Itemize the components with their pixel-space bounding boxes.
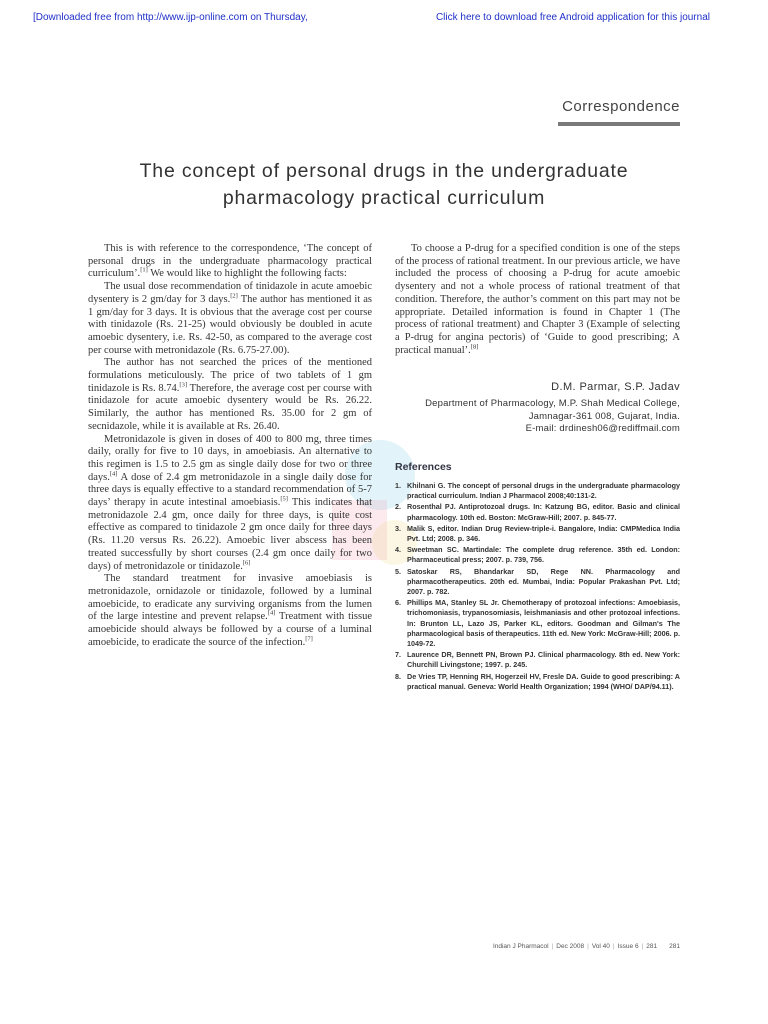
text: The usual dose recommendation of tinidazole in acute amoebic dysentery is 2 gm/day for 3 days. (88, 281, 372, 305)
references-heading: References (395, 461, 452, 473)
page-footer (493, 943, 680, 950)
left-column (88, 243, 372, 650)
reference-item (395, 502, 680, 522)
footer-date: Dec 2008 (556, 943, 585, 950)
paragraph (395, 243, 680, 357)
reference-item (395, 672, 680, 692)
citation[interactable]: [2] (230, 292, 238, 300)
text: A dose of 2.4 gm metronidazole in a single daily dose for three days is equally effective to a standard recommendation of 5-7 days’ therapy in acute intestinal amoebiasis. (88, 471, 372, 509)
footer-volume: Vol 40 (591, 943, 610, 950)
text: The author has not searched the prices of the mentioned formulations meticulously. The price of two tablets of 1 gm tinidazole is Rs. 8.74. (88, 357, 372, 394)
download-notice-link[interactable]: [Downloaded free from http://www.ijp-online.com on Thursday, (33, 12, 308, 23)
reference-number: 1. (395, 481, 401, 490)
text: Treatment with tissue amoebicide should always be followed by a course of a luminal amoebicide, to eradicate the source of the infection. (88, 611, 373, 648)
text: Therefore, the average cost per course with tinidazole for acute amoebic dysentery would be Rs. 26.22. Similarly, the author has mentioned Rs. 35.00 for 2 gm of secnidazole, while it is available at Rs. 26.40. (88, 382, 372, 432)
reference-text: Khilnani G. The concept of personal drugs in the undergraduate pharmacology practical curriculum. Indian J Pharmacol 2008;40:131-2. (407, 481, 680, 501)
paragraph (88, 357, 372, 433)
reference-number: 7. (395, 650, 401, 660)
reference-text: Rosenthal PJ. Antiprotozoal drugs. In: Katzung BG, editor. Basic and clinical pharmacology. 10th ed. Boston: McGraw-Hill; 2007. p. 845-77. (407, 502, 680, 522)
footer-journal: Indian J Pharmacol (492, 943, 549, 950)
reference-number: 4. (395, 545, 401, 555)
citation[interactable]: [4] (109, 470, 118, 478)
text: This is with reference to the correspondence, ‘The concept of personal drugs in the undergraduate pharmacology practical curriculum’. (88, 243, 372, 280)
right-column (395, 243, 680, 357)
references-section (395, 461, 680, 693)
citation[interactable]: [4] (267, 609, 276, 617)
section-rule (558, 122, 680, 126)
affiliation-address: Jamnagar-361 008, Gujarat, India. (528, 410, 680, 422)
android-app-link[interactable]: Click here to download free Android application for this journal (435, 12, 710, 23)
reference-item (395, 650, 680, 670)
reference-number: 3. (395, 523, 401, 533)
citation[interactable]: [8] (470, 343, 479, 351)
title-line-1: The concept of personal drugs in the undergraduate (139, 160, 629, 182)
text: We would like to highlight the following facts: (147, 268, 347, 280)
section-label: Correspondence (562, 98, 680, 115)
reference-list (395, 481, 680, 692)
paragraph (88, 243, 372, 281)
footer-separator: | (551, 943, 554, 950)
reference-number: 5. (395, 566, 401, 576)
reference-text: Malik S, editor. Indian Drug Review-triple-i. Bangalore, India: CMPMedica India Pvt. Ltd; 2008. p. 346. (407, 523, 680, 544)
reference-text: Satoskar RS, Bhandarkar SD, Rege NN. Pharmacology and pharmacotherapeutics. 20th ed. Mumbai, India: Popular Prakashan Pvt. Ltd; 2007. p. 782. (407, 566, 680, 597)
title-line-2: pharmacology practical curriculum (222, 187, 546, 209)
paragraph (88, 281, 372, 357)
text: The standard treatment for invasive amoebiasis is metronidazole, ornidazole or tinidazole, followed by a luminal amoebicide, to eradicate any surviving organisms from the lumen of the large intestine and prevent relapse. (88, 573, 372, 623)
reference-text: Phillips MA, Stanley SL Jr. Chemotherapy of protozoal infections: Amoebiasis, trichomoniasis, trypanosomiasis, leishmaniasis and other protozoal infections. In: Brunton LL, Lazo JS, Parker KL, editors. Goodman and Gilman's The pharmacological basis of therapeutics. 11th ed. New York: McGraw-Hill; 2006. p. 1049-72. (407, 598, 680, 649)
reference-item (395, 567, 680, 598)
reference-item (395, 524, 680, 544)
reference-number: 6. (395, 598, 401, 608)
author-names: D.M. Parmar, S.P. Jadav (551, 381, 680, 393)
reference-text: Sweetman SC. Martindale: The complete drug reference. 35th ed. London: Pharmaceutical press; 2007. p. 739, 756. (407, 545, 680, 565)
affiliation: Department of Pharmacology, M.P. Shah Medical College, (425, 398, 680, 409)
text: The author has mentioned it as 1 gm/day for 3 days. It is obvious that the average cost per course with tinidazole (Rs. 21-25) would obviously be doubled in acute amoebic dysentery, i.e. Rs. 42-50, as compared to the average cost per course with metronidazole (Rs. 6.75-27.00). (88, 293, 373, 356)
reference-item (395, 598, 680, 649)
footer-separator: | (587, 943, 589, 950)
citation[interactable]: [3] (179, 381, 187, 389)
text: Metronidazole is given in doses of 400 to 800 mg, three times daily, orally for five to 10 days, in amoebiasis. An alternative to this regimen is 1.5 to 2.5 gm as single daily dose for two or three days. (88, 433, 372, 483)
citation[interactable]: [1] (140, 266, 148, 274)
citation[interactable]: [7] (305, 635, 313, 643)
footer-issue: Issue 6 (617, 943, 639, 950)
reference-text: De Vries TP, Henning RH, Hogerzeil HV, Fresle DA. Guide to good prescribing: A practical manual. Geneva: World Health Organization; 1994 (WHO/ DAP/94.11). (407, 671, 680, 691)
reference-number: 2. (395, 502, 401, 512)
text: To choose a P-drug for a specified condition is one of the steps of the process of rational treatment. In our previous article, we have included the process of choosing a P-drug for acute amoebic dysentery and not a whole process of rational treatment of that condition. Therefore, the author’s comment on this part may not be appropriate. Detailed information is found in Chapter 1 (The process of rational treatment) and Chapter 3 (Example of selecting a P-drug for angina pectoris) of ‘Guide to good prescribing; A practical manual’. (395, 243, 680, 356)
paragraph (88, 434, 372, 574)
author-email[interactable]: E-mail: drdinesh06@rediffmail.com (525, 423, 680, 434)
footer-page: 281 (646, 943, 658, 950)
reference-number: 8. (395, 671, 401, 681)
article-title (0, 158, 768, 212)
text: This indicates that metronidazole 2.4 gm, once daily for three days, is quite cost effective as compared to tinidazole 2 gm once daily for three days (Rs. 11.20 versus Rs. 26.22). Amoebic liver abscess has been treated successfully by short courses (2.4 gm once daily for two days) of metronidazole or tinidazole. (88, 497, 372, 572)
footer-separator: | (612, 943, 615, 950)
footer-separator: | (641, 943, 644, 950)
reference-text: Laurence DR, Bennett PN, Brown PJ. Clinical pharmacology. 8th ed. New York: Churchill Livingstone; 1997. p. 245. (407, 650, 680, 670)
citation[interactable]: [5] (280, 495, 288, 503)
reference-item (395, 481, 680, 501)
author-block (380, 381, 680, 436)
citation[interactable]: [6] (242, 559, 251, 567)
top-bar (0, 8, 768, 24)
paragraph (88, 573, 372, 649)
reference-item (395, 545, 680, 565)
page-number: 281 (669, 943, 680, 950)
